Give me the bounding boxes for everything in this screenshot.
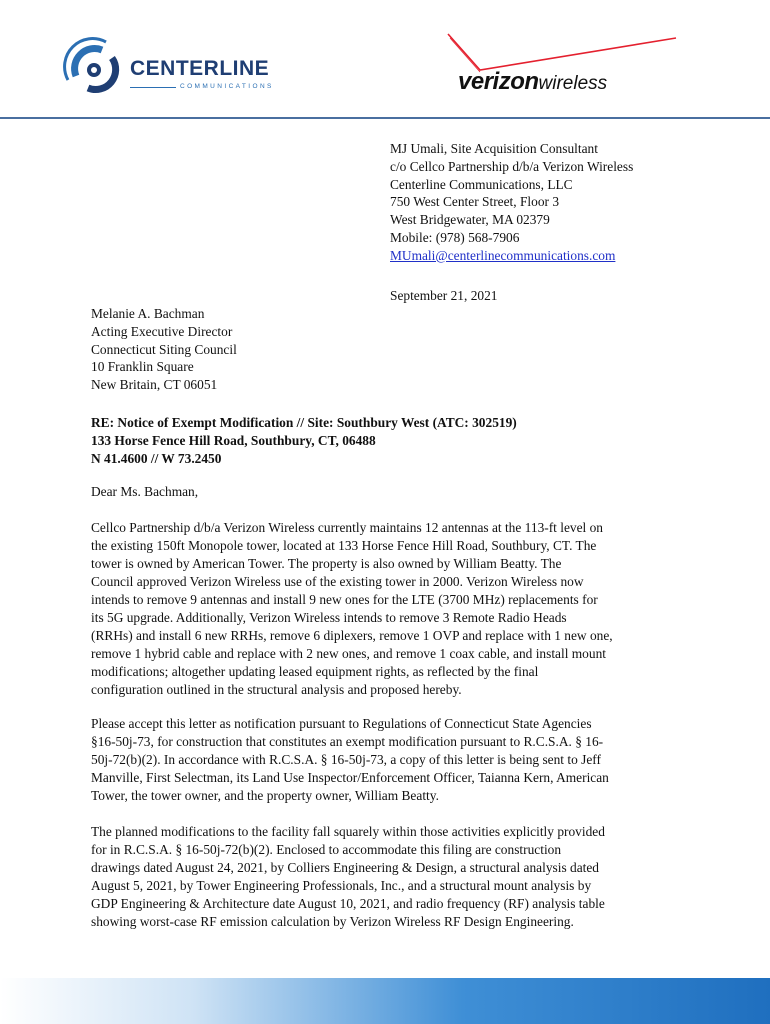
subject-line-text: N 41.4600 // W 73.2450 (91, 450, 222, 466)
recipient-line: Connecticut Siting Council (91, 341, 237, 357)
body-paragraph-1 (91, 519, 691, 699)
sender-email-link[interactable]: MUmali@centerlinecommunications.com (390, 247, 616, 263)
centerline-logo-divider (130, 87, 176, 88)
paragraph-line: showing worst-case RF emission calculation by Verizon Wireless RF Design Engineering. (91, 914, 574, 929)
paragraph-line: Council approved Verizon Wireless use of the existing tower in 2000. Verizon Wireless now (91, 574, 584, 589)
sender-address (390, 140, 633, 265)
paragraph-line: the existing 150ft Monopole tower, located at 133 Horse Fence Hill Road, Southbury, CT. The (91, 538, 597, 553)
recipient-line: Acting Executive Director (91, 323, 233, 339)
paragraph-line: August 5, 2021, by Tower Engineering Professionals, Inc., and a structural mount analysis by (91, 878, 592, 893)
paragraph-line: Cellco Partnership d/b/a Verizon Wireless currently maintains 12 antennas at the 113-ft level on (91, 520, 604, 535)
paragraph-line: Please accept this letter as notification pursuant to Regulations of Connecticut State Agencies (91, 716, 592, 731)
sender-line: Mobile: (978) 568-7906 (390, 229, 520, 245)
paragraph-line: configuration outlined in the structural analysis and proposed hereby. (91, 682, 462, 697)
paragraph-line: GDP Engineering & Architecture date August 10, 2021, and radio frequency (RF) analysis table (91, 896, 605, 911)
body-paragraph-2 (91, 715, 691, 805)
paragraph-line: for in R.C.S.A. § 16-50j-72(b)(2). Enclosed to accommodate this filing are construction (91, 842, 562, 857)
header-rule (0, 117, 770, 119)
sender-line: MJ Umali, Site Acquisition Consultant (390, 141, 598, 156)
sender-line: Centerline Communications, LLC (390, 176, 573, 192)
centerline-logo (62, 36, 282, 100)
paragraph-line: Manville, First Selectman, its Land Use Inspector/Enforcement Officer, Taianna Kern, American (91, 770, 609, 785)
centerline-logo-mark-icon (62, 36, 126, 100)
paragraph-line: tower is owned by American Tower. The property is also owned by William Beatty. The (91, 556, 562, 571)
recipient-line: 10 Franklin Square (91, 359, 194, 375)
paragraph-line: its 5G upgrade. Additionally, Verizon Wireless intends to remove 3 Remote Radio Heads (91, 610, 567, 625)
subject-line (91, 414, 517, 467)
paragraph-line: modifications; altogether updating leased equipment rights, as reflected by the final (91, 664, 539, 679)
paragraph-line: intends to remove 9 antennas and install 9 new ones for the LTE (3700 MHz) replacements for (91, 592, 598, 607)
verizon-logo-wireless: wireless (538, 73, 608, 94)
recipient-line: Melanie A. Bachman (91, 306, 205, 321)
paragraph-line: drawings dated August 24, 2021, by Colliers Engineering & Design, a structural analysis dated (91, 860, 600, 875)
body-paragraph-3 (91, 823, 691, 931)
paragraph-line: The planned modifications to the facility fall squarely within those activities explicitly provided (91, 824, 605, 839)
paragraph-line: (RRHs) and install 6 new RRHs, remove 6 diplexers, remove 1 OVP and replace with 1 new one, (91, 628, 613, 643)
verizon-wireless-logo (440, 30, 690, 100)
letterhead (0, 0, 770, 118)
recipient-address (91, 305, 237, 394)
salutation: Dear Ms. Bachman, (91, 484, 199, 499)
paragraph-line: §16-50j-73, for construction that constitutes an exempt modification pursuant to R.C.S.A. § 16- (91, 734, 604, 749)
letter-date: September 21, 2021 (390, 288, 498, 303)
paragraph-line: Tower, the tower owner, and the property owner, William Beatty. (91, 788, 439, 803)
centerline-logo-name: CENTERLINE (130, 57, 270, 80)
sender-line: West Bridgewater, MA 02379 (390, 212, 550, 228)
footer-decorative-bar (0, 978, 770, 1024)
verizon-logo-wordmark (458, 70, 607, 94)
subject-line-text: 133 Horse Fence Hill Road, Southbury, CT, 06488 (91, 432, 376, 448)
paragraph-line: remove 1 hybrid cable and replace with 2 new ones, and remove 1 coax cable, and install mount (91, 646, 606, 661)
verizon-logo-word: verizon (458, 68, 539, 95)
recipient-line: New Britain, CT 06051 (91, 377, 218, 393)
sender-line: 750 West Center Street, Floor 3 (390, 194, 560, 210)
paragraph-line: 50j-72(b)(2). In accordance with R.C.S.A. § 16-50j-73, a copy of this letter is being sent to Jeff (91, 752, 601, 767)
centerline-logo-tagline: COMMUNICATIONS (180, 83, 274, 90)
sender-line: c/o Cellco Partnership d/b/a Verizon Wireless (390, 158, 634, 174)
subject-line-text: RE: Notice of Exempt Modification // Site: Southbury West (ATC: 302519) (91, 415, 517, 430)
